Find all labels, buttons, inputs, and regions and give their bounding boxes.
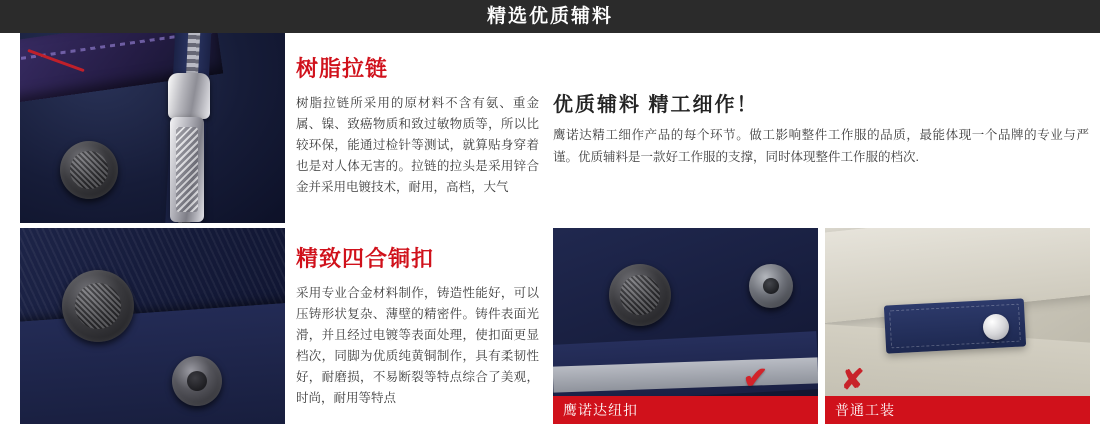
zipper-slider: [168, 73, 210, 119]
snap-button-small-icon: [172, 356, 222, 406]
plain-snap-icon: [983, 314, 1009, 340]
pocket-flap: [20, 302, 285, 424]
brand-snap-caption: [553, 396, 818, 424]
snap-button-large-icon: [62, 270, 134, 342]
ordinary-workwear-photo: [825, 228, 1090, 424]
page-header: [0, 0, 1100, 33]
page-title: 精选优质辅料: [486, 6, 613, 27]
ordinary-workwear-caption-label: 普通工装: [835, 402, 895, 418]
zipper-section-title: 树脂拉链: [296, 56, 389, 81]
brand-snap-caption-label: 鹰诺达纽扣: [563, 402, 638, 418]
check-icon: ✔: [742, 362, 768, 395]
zipper-pull: [170, 117, 204, 222]
cross-icon: ✘: [841, 364, 865, 395]
brand-snap-back-icon: [749, 264, 793, 308]
brand-snap-photo: [553, 228, 818, 424]
zipper-section-body: 树脂拉链所采用的原材料不含有氨、重金属、镍、致癌物质和致过敏物质等，所以比较环保，能通过检针等测试，就算贴身穿着也是对人体无害的。拉链的拉头是采用锌合金并采用电镀技术，耐用，高档，大气: [296, 96, 539, 194]
highlight-body: 鹰诺达精工细作产品的每个环节。做工影响整件工作服的品质，最能体现一个品牌的专业与严谨。优质辅料是一款好工作服的支撑，同时体现整件工作服的档次.: [553, 128, 1089, 164]
zipper-photo: [20, 33, 285, 223]
snap-section-title: 精致四合铜扣: [296, 246, 435, 271]
snap-section-body: 采用专业合金材料制作，铸造性能好，可以压铸形状复杂、薄壁的精密件。铸件表面光滑，并且经过电镀等表面处理，使扣面更显档次，同脚为优质纯黄铜制作，具有柔韧性好，耐磨损，不易断裂等特点综合了美观，时尚，耐用等特点: [296, 286, 539, 405]
highlight-title: 优质辅料 精工细作！: [553, 94, 759, 116]
snap-button-photo: [20, 228, 285, 424]
brand-snap-front-icon: [609, 264, 671, 326]
ordinary-workwear-caption: [825, 396, 1090, 424]
snap-button-icon: [60, 141, 118, 199]
